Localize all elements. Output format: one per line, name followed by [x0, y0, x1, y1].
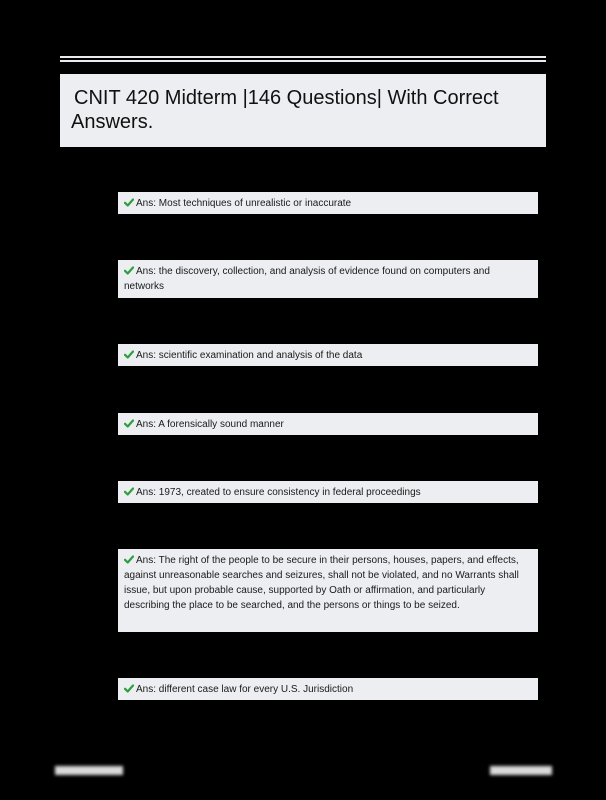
answer-box: [118, 260, 538, 298]
check-icon: [124, 684, 134, 693]
document-title: CNIT 420 Midterm |146 Questions| With Correct Answers.: [71, 87, 499, 133]
answer-text: the discovery, collection, and analysis of evidence found on computers and networks: [124, 266, 490, 292]
answer-prefix: Ans:: [136, 266, 157, 277]
answer-box: [118, 549, 538, 632]
answer-prefix: Ans:: [136, 555, 157, 566]
top-rule: [60, 60, 546, 62]
top-rule: [60, 56, 546, 58]
footer-right-blurred: [490, 766, 552, 775]
answer-text: 1973, created to ensure consistency in federal proceedings: [158, 487, 421, 498]
title-box: [60, 74, 546, 147]
answer-prefix: Ans:: [136, 684, 157, 695]
answer-box: [118, 678, 538, 700]
answer-prefix: Ans:: [136, 198, 157, 209]
answer-prefix: Ans:: [136, 487, 157, 498]
answer-box: [118, 344, 538, 366]
answer-box: [118, 481, 538, 503]
footer-left-blurred: [55, 766, 123, 775]
answer-prefix: Ans:: [136, 350, 157, 361]
check-icon: [124, 487, 134, 496]
answer-box: [118, 192, 538, 214]
check-icon: [124, 419, 134, 428]
check-icon: [124, 350, 134, 359]
answer-text: The right of the people to be secure in their persons, houses, papers, and effects, against unreasonable searches and seizures, shall not be violated, and no Warrants shall issue, but upon probable cause, supported by Oath or affirmation, and particularly describing the place to be searched, and the persons or things to be seized.: [124, 555, 519, 611]
check-icon: [124, 555, 134, 564]
answer-prefix: Ans:: [136, 419, 157, 430]
check-icon: [124, 266, 134, 275]
check-icon: [124, 198, 134, 207]
answer-text: Most techniques of unrealistic or inaccurate: [158, 198, 352, 209]
answer-text: A forensically sound manner: [158, 419, 284, 430]
answer-text: scientific examination and analysis of the data: [158, 350, 363, 361]
answer-box: [118, 413, 538, 435]
answer-text: different case law for every U.S. Jurisdiction: [158, 684, 354, 695]
